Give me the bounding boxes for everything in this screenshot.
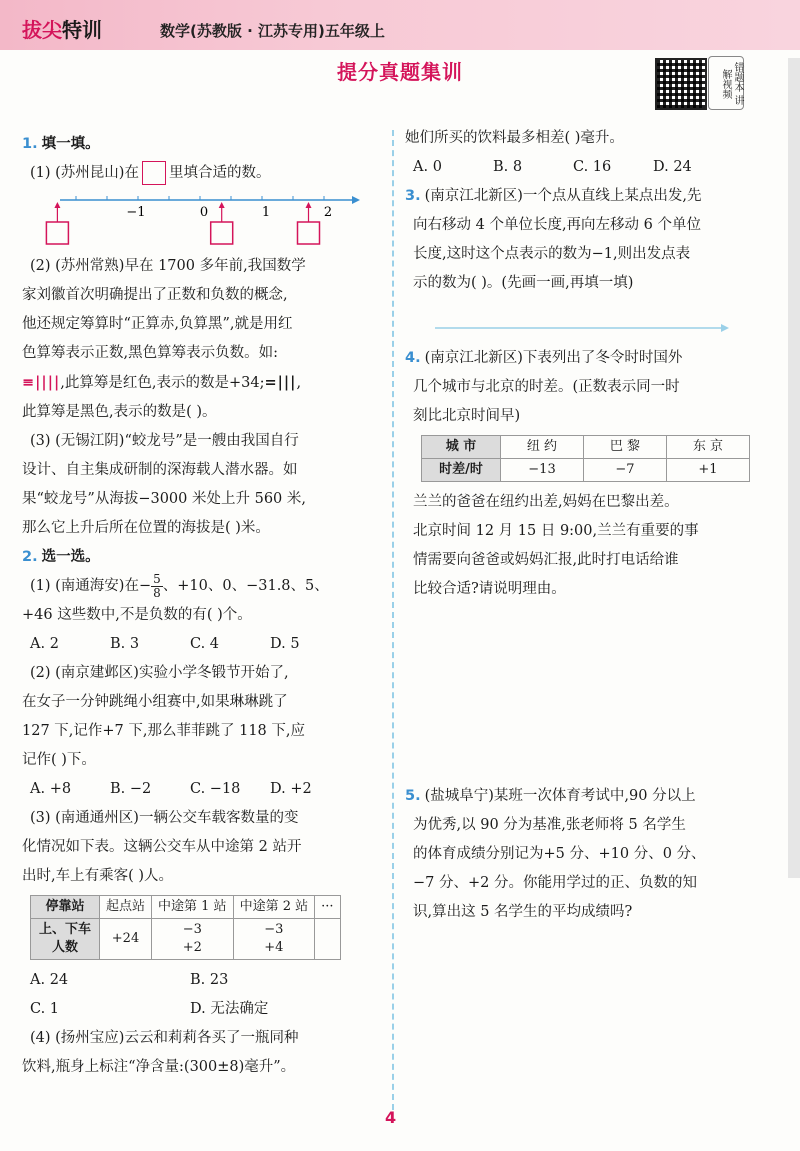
table-cell: 巴 黎 [584,436,667,459]
q1-p1-text-a: (1) (苏州昆山)在 [30,165,139,181]
table-cell: −7 [584,459,667,482]
option-d[interactable]: D. +2 [270,781,312,797]
brand-part2: 特训 [62,18,102,42]
brand-part1: 拔尖 [22,18,62,42]
q2-s2-line-1: 在女子一分钟跳绳小组赛中,如果琳琳跳了 [22,694,288,710]
table-cell: 纽 约 [501,436,584,459]
q2-s1-text-a: (1) (南通海安)在− [30,578,152,594]
q1-p2-line-5: 此算筹是黑色,表示的数是( )。 [22,404,217,420]
table-cell: −13 [501,459,584,482]
tick-label: 0 [199,205,209,220]
table-cell: 起点站 [100,896,152,919]
q2-s2-line-0: (2) (南京建邺区)实验小学冬锻节开始了, [30,665,289,681]
table-header-cell: 时差/时 [422,459,501,482]
q2-s3-options-row1 [22,966,382,995]
q5-number: 5. [405,788,421,804]
header-band [0,0,800,50]
table-cell: −3 +2 [152,919,234,960]
qr-code-icon[interactable] [655,58,707,110]
q5-line-3: −7 分、+2 分。你能用学过的正、负数的知 [413,875,697,891]
q1-p1-text-b: 里填合适的数。 [168,165,271,181]
page-number: 4 [385,1108,397,1127]
option-c[interactable]: C. 1 [30,1001,60,1017]
q1-title: 填一填。 [41,136,100,152]
q1-p3-line-2: 果“蛟龙号”从海拔−3000 米处上升 560 米, [22,491,306,507]
pointer-arrowhead [54,202,60,208]
q4-line-1: 几个城市与北京的时差。(正数表示同一时 [413,379,680,395]
tick-label: 1 [261,205,271,220]
q3-text: (南京江北新区)一个点从直线上某点出发,先 [424,188,702,204]
table-cell: +24 [100,919,152,960]
q4-after-line-1: 北京时间 12 月 15 日 9:00,兰兰有重要的事 [413,523,699,539]
q1-part1 [22,159,382,188]
q1-p2-line-2: 他还规定筹算时“正算赤,负算黑”,就是用红 [22,316,293,332]
q2-s1-line-0 [22,572,382,601]
table-row [31,896,341,919]
q1-number: 1. [22,136,38,152]
option-a[interactable]: A. 0 [413,159,442,175]
number-line-arrow [352,196,360,204]
blank-number-line [435,318,735,338]
subject-line: 数学(苏教版 · 江苏专用)五年级上 [160,22,385,40]
q3-line-3: 示的数为( )。(先画一画,再填一填) [413,275,634,291]
q3-drawing-area [405,298,775,344]
pointer-arrowhead [219,202,225,208]
fraction [151,573,163,600]
answer-box[interactable] [211,222,233,244]
page-edge-strip [788,58,800,878]
black-counting-rods: =||| [264,374,297,391]
table-header-cell: 停靠站 [31,896,100,919]
table-header-cell: 上、下车人数 [31,919,100,960]
qr-label: 错题本 讲解视频 [708,56,744,110]
table-row [422,459,750,482]
page-title: 提分真题集训 [337,60,463,84]
q4-after-line-0: 兰兰的爸爸在纽约出差,妈妈在巴黎出差。 [413,494,679,510]
q1-p3-line-3: 那么它上升后所在位置的海拔是( )米。 [22,520,270,536]
left-column [22,130,382,1082]
right-column [405,124,775,927]
table-cell: 中途第 1 站 [152,896,234,919]
option-b[interactable]: B. 8 [493,159,523,175]
number-line-svg [30,188,360,252]
option-a[interactable]: A. +8 [30,781,72,797]
q1-p2-line5-text: ,此算筹是红色,表示的数是+34; [60,375,265,391]
q1-p2-line-0: (2) (苏州常熟)早在 1700 多年前,我国数学 [30,258,306,274]
q5-text: (盐城阜宁)某班一次体育考试中,90 分以上 [424,788,696,804]
q1-heading [22,130,382,159]
q3-line-1: 向右移动 4 个单位长度,再向左移动 6 个单位 [413,217,701,233]
q2-s1-line-1: +46 这些数中,不是负数的有( )个。 [22,607,252,623]
option-b[interactable]: B. 3 [110,636,140,652]
q2-s4-line-1: 饮料,瓶身上标注“净含量:(300±8)毫升”。 [22,1059,296,1075]
q2-s2-line-3: 记作( )下。 [22,752,96,768]
table-cell: −3 +4 [233,919,315,960]
time-difference-table [421,435,750,482]
q3-line-2: 长度,这时这个点表示的数为−1,则出发点表 [413,246,691,262]
q2-s2-line-2: 127 下,记作+7 下,那么菲菲跳了 118 下,应 [22,723,305,739]
q2-s3-options-row2 [22,995,382,1024]
q1-p2-line5-end: , [296,375,302,391]
q4-line-2: 刻比北京时间早) [413,408,521,424]
option-a[interactable]: A. 24 [30,972,69,988]
q1-p3-line-1: 设计、自主集成研制的深海载人潜水器。如 [22,462,298,478]
q2-s1-options [22,630,382,659]
q5-line-0 [405,782,775,811]
pointer-arrowhead [306,202,312,208]
q2-s4-line-0: (4) (扬州宝应)云云和莉莉各买了一瓶同种 [30,1030,299,1046]
tick-label: −1 [126,205,146,220]
q3-number: 3. [405,188,421,204]
answer-box[interactable] [142,161,166,185]
brand-logo [22,14,102,43]
bus-passenger-table [30,895,341,960]
tick-label: 2 [323,205,333,220]
q2-title: 选一选。 [41,549,100,565]
option-c[interactable]: C. 16 [573,159,612,175]
table-cell [315,919,340,960]
q4-after-line-3: 比较合适?请说明理由。 [413,581,566,597]
option-d[interactable]: D. 5 [270,636,300,652]
table-cell: 中途第 2 站 [233,896,315,919]
option-d[interactable]: D. 24 [653,159,692,175]
table-row [31,919,341,960]
q4-line-0 [405,344,775,373]
q2-s1-text-b: 、+10、0、−31.8、5、 [162,578,329,594]
answer-box[interactable] [46,222,68,244]
title-wrap [260,56,540,85]
q5-line-4: 识,算出这 5 名学生的平均成绩吗? [413,904,633,920]
option-c[interactable]: C. −18 [190,781,241,797]
q4-answer-space[interactable] [405,604,775,782]
q1-p2-line-1: 家刘徽首次明确提出了正数和负数的概念, [22,287,288,303]
option-b[interactable]: B. 23 [190,972,229,988]
q2-s2-options [22,775,382,804]
q2-number: 2. [22,549,38,565]
table-cell: 东 京 [667,436,750,459]
q2-s4-options [405,153,775,182]
q4-number: 4. [405,350,421,366]
answer-box[interactable] [298,222,320,244]
option-c[interactable]: C. 4 [190,636,220,652]
option-d[interactable]: D. 无法确定 [190,1001,269,1017]
fraction-numerator: 5 [153,571,161,586]
number-line [30,188,382,252]
q1-p2-line-4 [22,368,382,398]
q5-line-2: 的体育成绩分别记为+5 分、+10 分、0 分、 [413,846,706,862]
column-divider [392,130,394,1110]
q1-p3-line-0: (3) (无锡江阴)“蛟龙号”是一艘由我国自行 [30,433,299,449]
q2-s3-line-2: 出时,车上有乘客( )人。 [22,868,174,884]
q3-line-0 [405,182,775,211]
option-a[interactable]: A. 2 [30,636,59,652]
fraction-denominator: 8 [153,585,161,600]
q2-s3-line-1: 化情况如下表。这辆公交车从中途第 2 站开 [22,839,302,855]
red-counting-rods: ≡|||| [22,374,61,391]
table-header-cell: 城 市 [422,436,501,459]
q4-text: (南京江北新区)下表列出了冬令时时国外 [424,350,683,366]
table-cell: +1 [667,459,750,482]
option-b[interactable]: B. −2 [110,781,152,797]
q2-s3-line-0: (3) (南通通州区)一辆公交车载客数量的变 [30,810,299,826]
table-cell: ··· [315,896,340,919]
blank-number-line-arrow [721,324,729,332]
q2-heading [22,543,382,572]
q1-p2-line-3: 色算筹表示正数,黑色算筹表示负数。如: [22,345,278,361]
q4-after-line-2: 情需要向爸爸或妈妈汇报,此时打电话给谁 [413,552,679,568]
table-row [422,436,750,459]
q2-s4-cont: 她们所买的饮料最多相差( )毫升。 [405,130,624,146]
q5-line-1: 为优秀,以 90 分为基准,张老师将 5 名学生 [413,817,686,833]
